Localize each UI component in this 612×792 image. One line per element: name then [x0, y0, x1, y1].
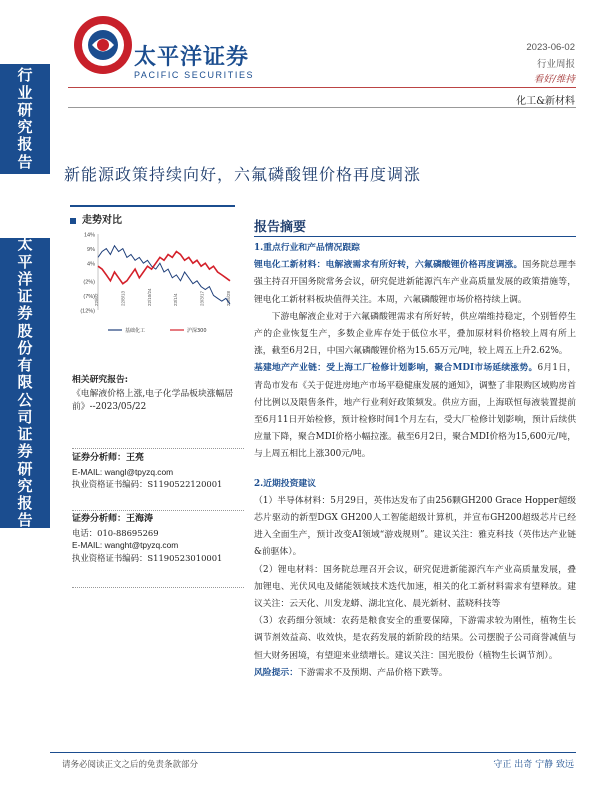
series-line-1 [98, 252, 230, 284]
paragraph-lead: 锂电化工新材料：电解液需求有所好转，六氟磷酸锂价格再度调涨。 [254, 260, 523, 271]
brand-name-cn: 太平洋证券 [134, 44, 250, 69]
sidebar-char: 限 [17, 373, 33, 392]
footer-divider [50, 752, 576, 753]
sidebar-char: 太 [17, 235, 33, 254]
sidebar-char: 告 [17, 152, 33, 171]
series-line-0 [98, 246, 230, 305]
paragraph: 下游电解液企业对于六氟磷酸锂需求有所好转，供应端维持稳定，个别暂停生产的企业恢复生产，多数企业库存处于低位水平，叠加原材料价格较上周有所上涨，截至6月2日，中国六氟磷酸锂价格为15.65万元/吨，较上周五上升2.62%。 [254, 311, 576, 357]
sidebar-char: 究 [17, 118, 33, 136]
x-tick-label: 23/5/28 [226, 290, 231, 306]
report-title: 新能源政策持续向好，六氟磷酸锂价格再度调涨 [64, 165, 422, 184]
summary-body [254, 240, 576, 682]
sidebar-char: 行 [17, 66, 33, 85]
analyst-email[interactable]: E-MAIL: wanght@tpyzq.com [72, 540, 179, 551]
section-title: 2.近期投资建议 [254, 478, 316, 489]
legend-label: 沪深300 [187, 328, 207, 334]
risk-note [254, 665, 576, 682]
analyst-block-2 [72, 513, 244, 564]
legend-label: 基础化工 [125, 328, 146, 334]
square-bullet-icon [70, 218, 76, 224]
trend-heading [70, 205, 235, 226]
footer-disclaimer: 请务必阅读正文之后的免责条款部分 [62, 760, 199, 770]
x-tick-label: 22/10/24 [146, 288, 152, 306]
x-tick-label: 22/8/13 [120, 290, 126, 306]
y-tick-label: (12%) [80, 308, 95, 315]
investment-item: （1）半导体材料：5月29日，英伟达发布了由256颗GH200 Grace Hopper超级芯片驱动的新型DGX GH200人工智能超级计算机，并宣布GH200超级芯片已经进入全面生产，预计改变AI领域“游戏规则”。建议关注：雅克科技（英伟达产业链&前驱体）。 [254, 495, 576, 558]
sidebar-char: 报 [17, 494, 33, 513]
analyst-email[interactable]: E-MAIL: wangl@tpyzq.com [72, 466, 174, 477]
summary-divider [254, 236, 576, 237]
analyst-block-1 [72, 452, 244, 491]
trend-heading-label: 走势对比 [82, 215, 122, 226]
header-divider-2 [68, 107, 576, 108]
sidebar-char: 洋 [17, 269, 33, 288]
y-tick-label: 9% [87, 247, 95, 254]
sidebar-char: 证 [17, 425, 33, 444]
related-research-link[interactable]: 《电解液价格上涨,电子化学品板块涨幅居前》--2023/05/22 [72, 388, 234, 413]
paragraph [254, 360, 576, 463]
trend-chart [68, 228, 238, 356]
brand [134, 40, 254, 80]
analyst-name: 王海涛 [126, 514, 154, 524]
sector-label: 化工&新材料 [516, 96, 575, 107]
y-tick-label: (2%) [83, 279, 95, 286]
y-tick-label: (7%) [83, 293, 95, 300]
related-research [72, 374, 244, 415]
report-type: 行业周报 [536, 59, 575, 70]
sidebar-char: 有 [17, 356, 33, 375]
header-divider [68, 87, 576, 88]
analyst-license: 执业资格证书编码：S1190522120001 [72, 479, 223, 490]
footer-motto: 守正 出奇 宁静 致远 [493, 760, 574, 770]
paragraph-body: 国务院总理李强主持召开国务院常务会议，研究促进新能源汽车产业高质量发展的政策措施等，锂电化工新材料板块值得关注。本周，六氟磷酸锂市场价格持续上调。 [254, 260, 576, 305]
sidebar-char: 券 [17, 442, 33, 461]
risk-lead: 风险提示： [254, 667, 298, 678]
sidebar-char: 股 [17, 321, 33, 340]
investment-item: （3）农药细分领域：农药是粮食安全的重要保障，下游需求较为刚性，植物生长调节剂效益高、收效快，是农药发展的新阶段的结果。公司摆脱子公司商誉减值与恒大财务困境，有望迎来业绩增长。建议关注：国光股份（植物生长调节剂）。 [254, 616, 576, 661]
y-tick-label: 4% [87, 261, 95, 268]
sidebar-char: 证 [17, 287, 33, 306]
sidebar-char: 司 [17, 407, 33, 426]
paragraph [254, 257, 576, 309]
sidebar-report-category [0, 64, 50, 174]
rating: 看好/维持 [533, 74, 575, 85]
sidebar-char: 公 [17, 390, 33, 409]
analyst-role: 证券分析师： [72, 514, 127, 524]
analyst-divider [72, 448, 244, 449]
sidebar-char: 告 [17, 511, 33, 530]
analyst-role: 证券分析师： [72, 453, 127, 463]
brand-name-en: PACIFIC SECURITIES [134, 70, 255, 80]
section-title: 1.重点行业和产品情况跟踪 [254, 243, 360, 253]
analyst-phone: 电话：010-88695269 [72, 527, 159, 538]
paragraph-body: 6月1日，青岛市发布《关于促进房地产市场平稳健康发展的通知》，调整了非限购区域购房首付比例以及限售条件，地产行业利好政策频发。供应方面，上海联恒每液装置提前至6月11日开始检修，预计检修时间1个月左右，受大厂检修计划影响，预计后续供应量下降，聚合MDI价格小幅拉涨。截至6月2日，聚合MDI价格为15,600元/吨，与上周五相比上涨300元/吨。 [254, 363, 577, 460]
x-tick-label: 23/1/4 [173, 293, 179, 306]
report-date: 2023-06-02 [526, 42, 575, 53]
summary-heading: 报告摘要 [254, 220, 307, 235]
sidebar-char: 研 [17, 100, 33, 119]
analyst-divider [72, 510, 244, 511]
related-research-label: 相关研究报告: [72, 375, 129, 385]
sidebar [0, 0, 50, 792]
risk-body: 下游需求不及预期、产品价格下跌等。 [298, 667, 448, 678]
paragraph-lead: 基建地产产业链：受上海工厂检修计划影响，聚合MDI市场延续涨势。 [254, 363, 538, 374]
sidebar-char: 究 [17, 476, 33, 495]
pacific-securities-logo-icon [72, 14, 134, 76]
sidebar-char: 报 [17, 135, 33, 154]
x-tick-label: 23/3/17 [199, 290, 205, 306]
analyst-license: 执业资格证书编码：S1190523010001 [72, 552, 223, 563]
sidebar-char: 券 [17, 304, 33, 323]
y-tick-label: 14% [83, 232, 95, 239]
investment-item: （2）锂电材料：国务院总理召开会议，研究促进新能源汽车产业高质量发展，叠加锂电、光伏风电及储能领域技术迭代加速，相关的化工新材料需求有望释放。建议关注：云天化、川发龙蟒、湖北宜化、晨光新材、蓝晓科技等 [254, 564, 576, 610]
sidebar-char: 份 [17, 338, 33, 357]
analyst-divider [72, 587, 244, 588]
analyst-name: 王亮 [126, 453, 145, 463]
sidebar-char: 平 [17, 252, 33, 271]
sidebar-company-label [0, 235, 50, 530]
sidebar-char: 业 [17, 83, 33, 102]
x-tick-label: 22/6/2 [94, 293, 99, 306]
sidebar-char: 研 [17, 459, 33, 478]
